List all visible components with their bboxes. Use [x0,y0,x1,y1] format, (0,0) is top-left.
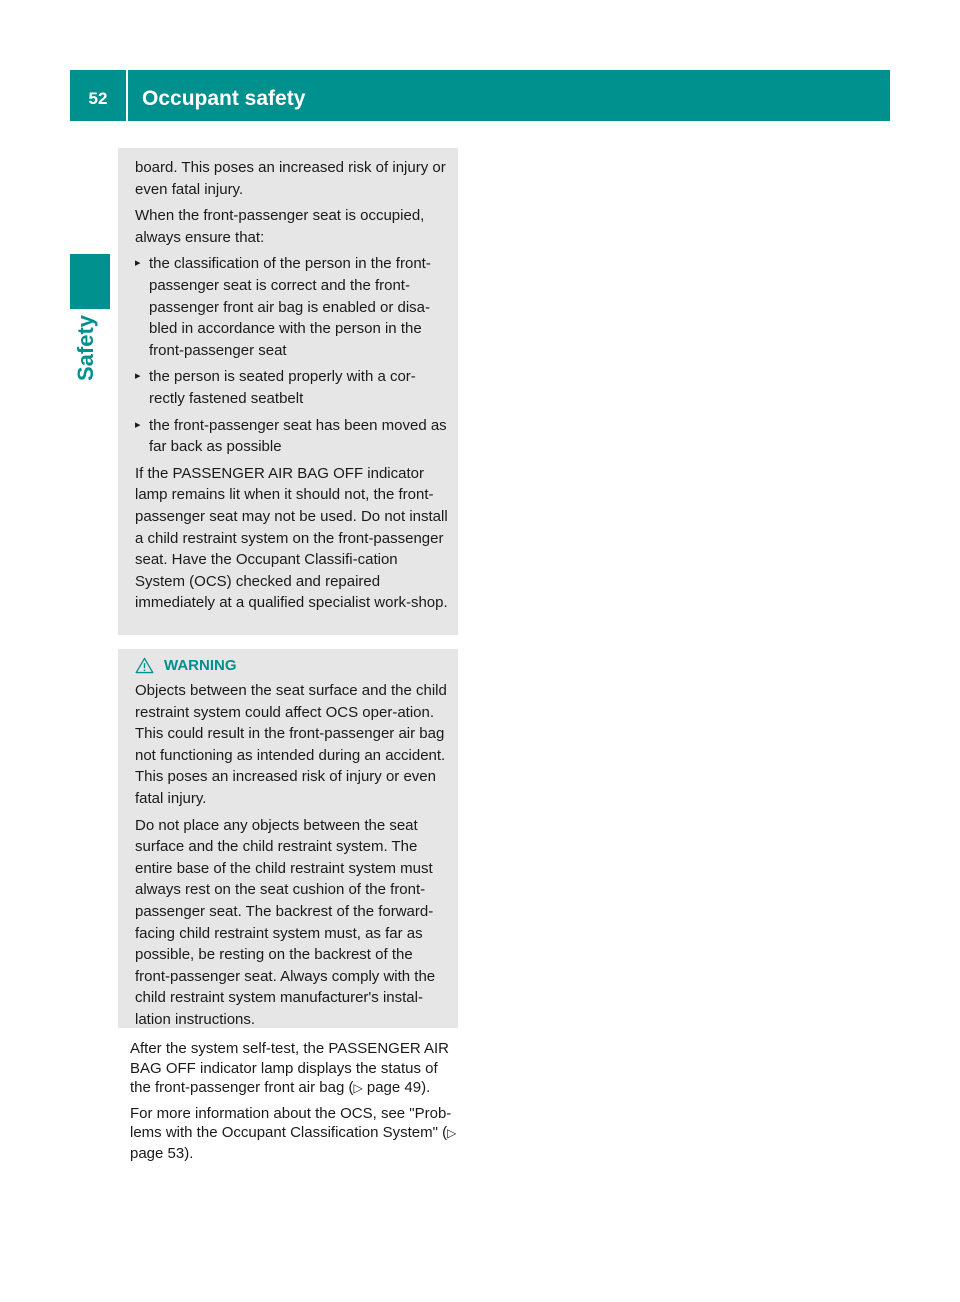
page-ref-arrow-icon: ▷ [353,1081,363,1095]
header-divider [126,70,128,121]
body-text-segment: After the system self-test, the PASSENGER AIR BAG OFF indicator lamp displays the status of the front-passenger front air bag ( [130,1040,449,1096]
bullet-text: the front-passenger seat has been moved as far back as possible [149,416,447,456]
warning-title: WARNING [164,656,237,674]
body-paragraph [130,1104,460,1164]
warning-box [118,649,458,1028]
page-ref-arrow-icon: ▷ [447,1126,457,1140]
bullet-text: the classification of the person in the front-passenger seat is correct and the front-passenger front air bag is enabled or disa-bled in accordance with the person in the front-passenger seat [149,255,431,359]
side-tab-label: Safety [73,314,98,382]
section-title: Occupant safety [142,86,306,110]
side-tab-marker [70,254,110,309]
warning-paragraph: Do not place any objects between the seat surface and the child restraint system. The entire base of the child restraint system must always rest on the seat cushion of the front-passenger seat. The backrest of the forward-facing child restraint system must, as far as possible, be resting on the backrest of the front-passenger seat. Always comply with the child restraint system manufacturer's instal-lation instructions. [135,816,436,1028]
bullet-icon: ▸ [135,257,141,270]
warning-paragraph: Objects between the seat surface and the child restraint system could affect OCS oper-ation. This could result in the front-passenger air bag not functioning as intended during an accident. This poses an increased risk of injury or even fatal injury. [135,682,447,807]
info-box [118,148,458,635]
bullet-icon: ▸ [135,370,141,383]
page-reference-link[interactable]: page 49 [366,1079,422,1096]
bullet-text: the person is seated properly with a cor-rectly fastened seatbelt [149,368,416,407]
body-text-segment: ). [421,1079,431,1096]
body-text-segment: ). [184,1144,194,1162]
bullet-icon: ▸ [135,418,141,431]
info-paragraph: board. This poses an increased risk of injury or even fatal injury. [135,159,446,198]
body-text [130,1039,460,1168]
bullet-item [135,366,449,409]
body-paragraph [130,1039,460,1099]
warning-header [135,652,449,678]
body-text-segment: For more information about the OCS, see "Prob-lems with the Occupant Classification System" ( [130,1104,452,1141]
bullet-item [135,253,449,361]
info-paragraph: If the PASSENGER AIR BAG OFF indicator lamp remains lit when it should not, the front-passenger seat may not be used. Do not install a child restraint system on the front-passenger seat. Have the Occupant Classifi-cation System (OCS) checked and repaired immediately at a qualified specialist work-shop. [135,464,448,612]
warning-triangle-icon [135,657,154,674]
page-number: 52 [88,88,108,108]
page-reference-link[interactable]: page 53 [130,1144,185,1162]
info-paragraph: When the front-passenger seat is occupied, always ensure that: [135,207,425,246]
bullet-item [135,415,449,458]
